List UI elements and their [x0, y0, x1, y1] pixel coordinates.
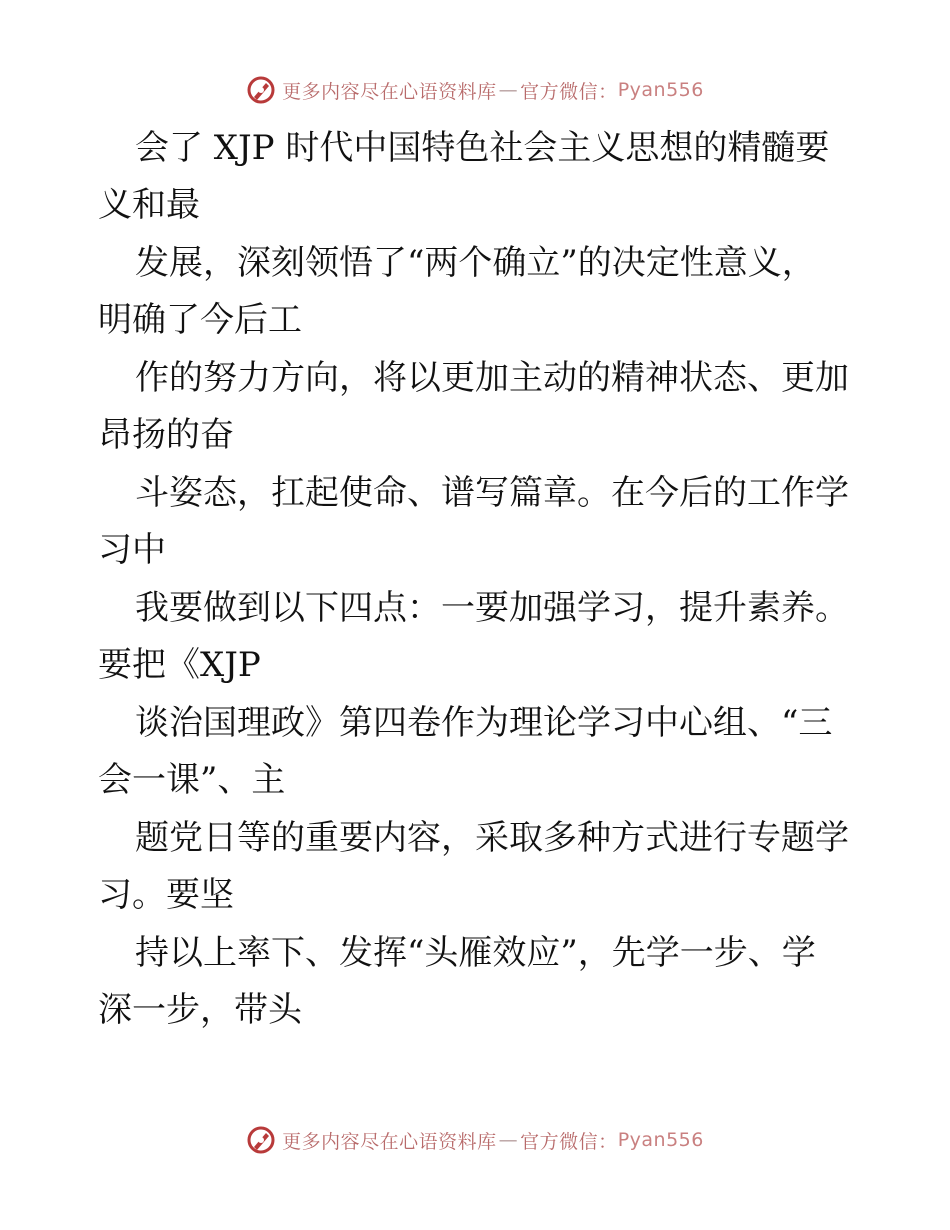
text-line: 习中 [98, 530, 166, 570]
pen-logo-icon [246, 1125, 276, 1155]
watermark-contact-id: Pyan556 [617, 79, 704, 101]
text-line: 深一步，带头 [98, 990, 302, 1030]
watermark-main-text: 更多内容尽在心语资料库 [282, 1130, 497, 1153]
text-line: 发展，深刻领悟了“两个确立”的决定性意义， [135, 243, 816, 283]
text-line: 明确了今后工 [98, 300, 302, 340]
text-line: 斗姿态，扛起使命、谱写篇章。在今后的工作学 [135, 473, 849, 513]
footer-watermark [0, 1120, 950, 1160]
text-line: 谈治国理政》第四卷作为理论学习中心组、“三 [135, 703, 833, 743]
text-line: 习。要坚 [98, 875, 234, 915]
text-line: 我要做到以下四点：一要加强学习，提升素养。 [135, 588, 849, 628]
watermark-contact-label: 官方微信： [520, 80, 618, 103]
text-line: 题党日等的重要内容，采取多种方式进行专题学 [135, 818, 849, 858]
text-line: 持以上率下、发挥“头雁效应”，先学一步、学 [135, 933, 816, 973]
text-line: 会了 XJP 时代中国特色社会主义思想的精髓要 [135, 128, 830, 168]
text-line: 会一课”、主 [98, 760, 286, 800]
text-line: 要把《XJP [98, 645, 261, 685]
text-line: 昂扬的奋 [98, 415, 234, 455]
watermark-separator: — [498, 79, 519, 101]
watermark-separator: — [498, 1129, 519, 1151]
text-line: 作的努力方向，将以更加主动的精神状态、更加 [135, 358, 849, 398]
text-line: 义和最 [98, 185, 200, 225]
watermark-contact-label: 官方微信： [520, 1130, 618, 1153]
watermark-contact-id: Pyan556 [617, 1129, 704, 1151]
header-watermark [0, 70, 950, 110]
pen-logo-icon [246, 75, 276, 105]
watermark-main-text: 更多内容尽在心语资料库 [282, 80, 497, 103]
